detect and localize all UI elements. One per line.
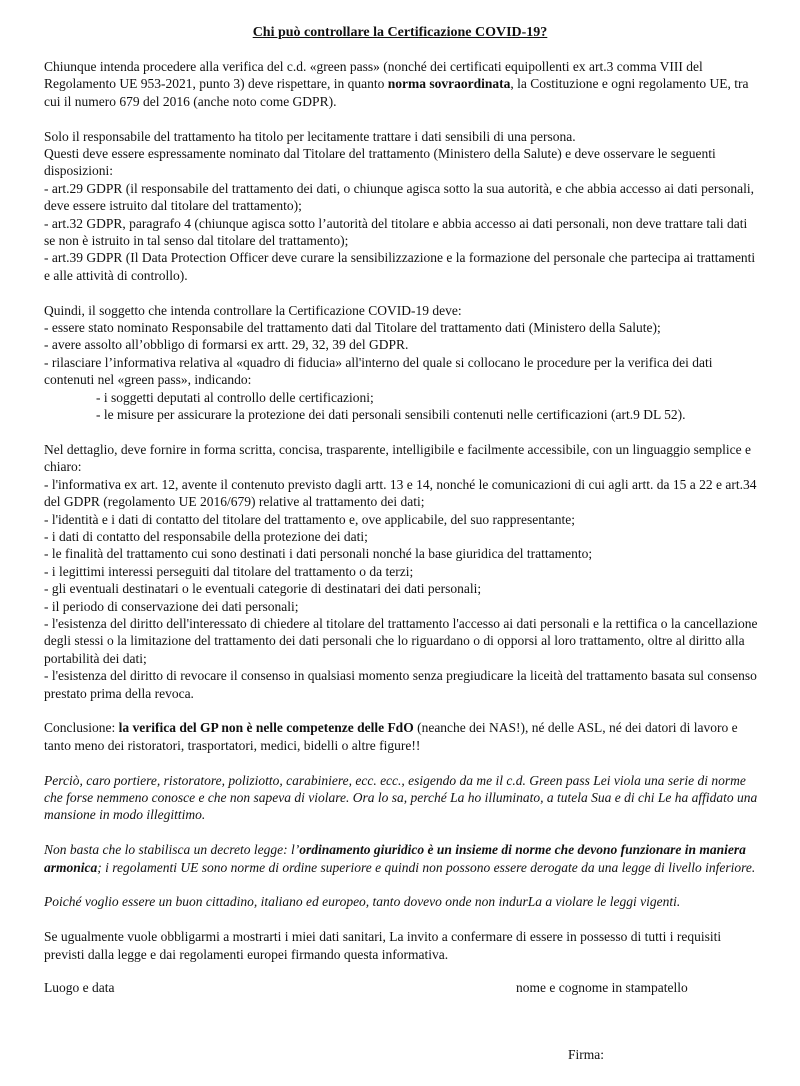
sub-list-item: - le misure per assicurare la protezione dei dati personali sensibili contenuti nelle certificazioni (art.9 DL 52).	[96, 407, 686, 423]
name-label: nome e cognome in stampatello	[516, 980, 688, 995]
paragraph-invito: Se ugualmente vuole obbligarmi a mostrarti i miei dati sanitari, La invito a confermare di essere in possesso di tutti i requisiti previsti dalla legge e dai regolamenti europei firmando questa informativa.	[44, 929, 722, 962]
intro-text-2: , la Costituzione e ogni regolamento UE, tra cui il numero 679 del 2016 (anche noto come GDPR).	[44, 76, 749, 109]
paragraph-responsabile	[44, 128, 758, 285]
signature-label: Firma:	[568, 1047, 604, 1062]
list-item: - gli eventuali destinatari o le eventuali categorie di destinatari dei dati personali;	[44, 581, 482, 597]
paragraph-intro	[44, 58, 758, 110]
ordinamento-text-1: Non basta che lo stabilisca un decreto legge: l’	[44, 842, 300, 858]
document-body	[44, 58, 758, 980]
place-date-label: Luogo e data	[44, 980, 115, 995]
conclusione-bold-text: la verifica del GP non è nelle competenze delle FdO	[118, 720, 414, 736]
responsabile-line: Questi deve essere espressamente nominato dal Titolare del trattamento (Ministero della Salute) e deve osservare le seguenti disposizioni:	[44, 146, 716, 179]
conclusione-text: (neanche dei NAS!), né delle ASL, né dei datori di lavoro e tanto meno dei ristoratori, trasportatori, medici, bidelli o altre figure!!	[44, 720, 738, 753]
document-title: Chi può controllare la Certificazione COVID-19?	[252, 25, 548, 40]
list-item: - l'esistenza del diritto di revocare il consenso in qualsiasi momento senza pregiudicare la liceità del trattamento basata sul consenso prestato prima della revoca.	[44, 668, 757, 701]
signature-row	[44, 979, 758, 997]
paragraph-cittadino: Poiché voglio essere un buon cittadino, italiano ed europeo, tanto dovevo onde non indurLa a violare le leggi vigenti.	[44, 894, 681, 910]
list-item: - l'esistenza del diritto dell'interessato di chiedere al titolare del trattamento l'accesso ai dati personali e la rettifica o la cancellazione degli stessi o la limitazione del trattamento dei dati personali che lo riguardano o di opporsi al loro trattamento, oltre al diritto alla portabilità dei dati;	[44, 615, 758, 666]
list-item: - avere assolto all’obbligo di formarsi ex artt. 29, 32, 39 del GDPR.	[44, 337, 409, 353]
ordinamento-text-2: ; i regolamenti UE sono norme di ordine superiore e quindi non possono essere derogate da una legge di livello inferiore.	[97, 859, 756, 875]
responsabile-line: Solo il responsabile del trattamento ha titolo per lecitamente trattare i dati sensibili di una persona.	[44, 128, 576, 144]
list-item-art32: - art.32 GDPR, paragrafo 4 (chiunque agisca sotto l’autorità del titolare e abbia accesso ai dati personali, non deve trattare tali dati se non è istruito in tal senso dal titolare del trattamento);	[44, 215, 748, 249]
list-item: - il periodo di conservazione dei dati personali;	[44, 598, 299, 614]
conclusione-label: Conclusione:	[44, 720, 119, 736]
list-item: - i legittimi interessi perseguiti dal titolare del trattamento o da terzi;	[44, 563, 414, 579]
paragraph-requisiti	[44, 302, 758, 424]
list-item-art39: - art.39 GDPR (Il Data Protection Officer deve curare la sensibilizzazione e la formazione del personale che partecipa ai trattamenti e alle attività di controllo).	[44, 250, 756, 283]
list-item: - l'informativa ex art. 12, avente il contenuto previsto dagli artt. 13 e 14, nonché le comunicazioni di cui agli artt. da 15 a 22 e art.34 del GDPR (regolamento UE 2016/679) relative al trattamento dei dati;	[44, 476, 757, 510]
paragraph-dettaglio	[44, 441, 758, 702]
list-item: - l'identità e i dati di contatto del titolare del trattamento e, ove applicabile, del suo rappresentante;	[44, 511, 575, 527]
sub-list-item: - i soggetti deputati al controllo delle certificazioni;	[96, 389, 374, 405]
list-item-art29: - art.29 GDPR (il responsabile del trattamento dei dati, o chiunque agisca sotto la sua autorità, e che abbia accesso ai dati personali, deve essere istruito dal titolare del trattamento);	[44, 180, 755, 214]
requisiti-line: Quindi, il soggetto che intenda controllare la Certificazione COVID-19 deve:	[44, 302, 462, 318]
dettaglio-line: Nel dettaglio, deve fornire in forma scritta, concisa, trasparente, intelligibile e facilmente accessibile, con un linguaggio semplice e chiaro:	[44, 441, 751, 475]
list-item: - essere stato nominato Responsabile del trattamento dati dal Titolare del trattamento dati (Ministero della Salute);	[44, 320, 661, 336]
paragraph-percio: Perciò, caro portiere, ristoratore, poliziotto, carabiniere, ecc. ecc., esigendo da me il c.d. Green pass Lei viola una serie di norme che forse nemmeno conosce e che non sapeva di violare. Ora lo sa, perché La ho illuminato, a tutela Sua e di chi Le ha affidato una mansione in modo illegittimo.	[44, 772, 758, 823]
list-item: - i dati di contatto del responsabile della protezione dei dati;	[44, 528, 368, 544]
list-item: - le finalità del trattamento cui sono destinati i dati personali nonché la base giuridica del trattamento;	[44, 546, 593, 562]
list-item: - rilasciare l’informativa relativa al «quadro di fiducia» all'interno del quale si collocano le procedure per la verifica dei dati contenuti nel «green pass», indicando:	[44, 354, 713, 388]
intro-bold-text: norma sovraordinata	[387, 76, 511, 92]
intro-text-1: Chiunque intenda procedere alla verifica del c.d. «green pass» (nonché dei certificati equipollenti ex art.3 comma VIII del Regolamento UE 953-2021, punto 3) deve rispettare, in quanto	[44, 59, 703, 92]
ordinamento-bold-text: ordinamento giuridico è un insieme di norme che devono funzionare in maniera armonica	[44, 842, 746, 875]
paragraph-ordinamento	[44, 841, 758, 876]
paragraph-conclusione	[44, 719, 758, 754]
